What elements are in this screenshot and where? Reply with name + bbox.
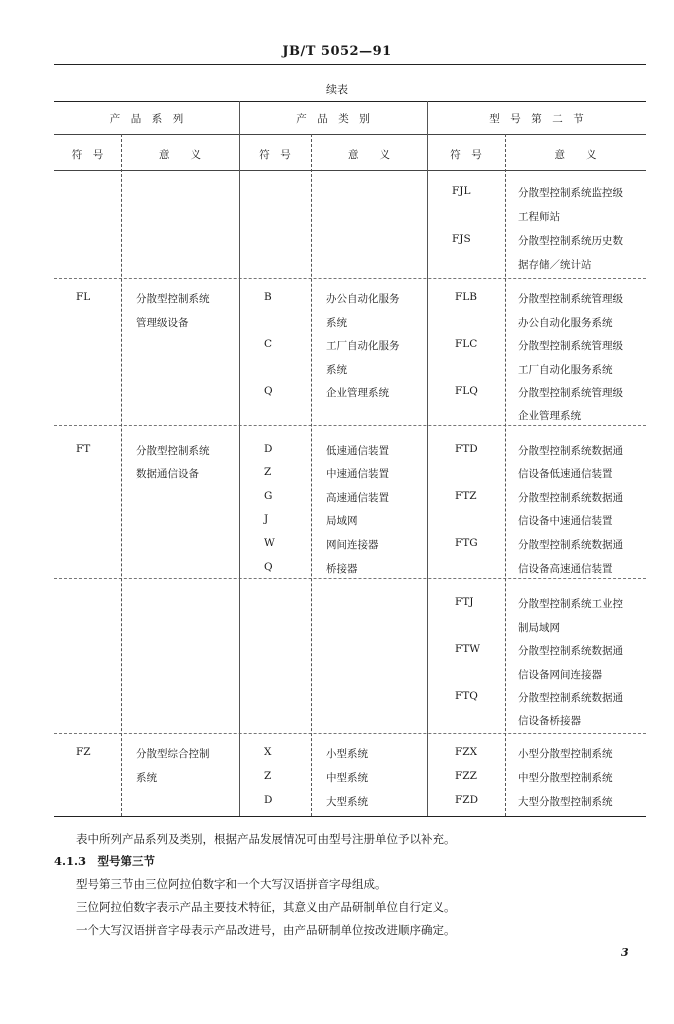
- type-code: FTD: [455, 443, 478, 455]
- category-meaning: 中速通信装置: [326, 468, 389, 480]
- type-meaning: 分散型控制系统数据通: [518, 492, 623, 504]
- category-code: Z: [264, 466, 272, 478]
- type-code: FZD: [455, 794, 478, 806]
- row-divider: [54, 733, 646, 734]
- series-code: FZ: [76, 746, 91, 758]
- category-code: B: [264, 291, 272, 303]
- col-header-code: 符 号: [259, 149, 291, 161]
- category-code: G: [264, 490, 273, 502]
- category-meaning: 系统: [326, 317, 347, 329]
- header-rule: [54, 64, 646, 65]
- category-meaning: 大型系统: [326, 796, 368, 808]
- table-caption: 续表: [326, 83, 348, 96]
- type-meaning: 分散型控制系统数据通: [518, 445, 623, 457]
- type-meaning: 小型分散型控制系统: [518, 748, 613, 760]
- category-code: D: [264, 443, 273, 455]
- type-meaning: 中型分散型控制系统: [518, 772, 613, 784]
- page-number: 3: [621, 946, 629, 959]
- type-code: FTQ: [455, 690, 478, 702]
- type-meaning: 信设备桥接器: [518, 715, 581, 727]
- category-meaning: 网间连接器: [326, 539, 379, 551]
- series-meaning: 数据通信设备: [136, 468, 199, 480]
- column-divider: [505, 134, 506, 816]
- category-meaning: 工厂自动化服务: [326, 340, 400, 352]
- type-meaning: 工程师站: [518, 211, 560, 223]
- header-divider: [54, 134, 646, 135]
- type-meaning: 分散型控制系统管理级: [518, 340, 623, 352]
- category-meaning: 办公自动化服务: [326, 293, 400, 305]
- col-header-meaning: 意 义: [159, 149, 201, 161]
- type-meaning: 信设备网间连接器: [518, 669, 602, 681]
- type-meaning: 分散型控制系统历史数: [518, 235, 623, 247]
- type-meaning: 分散型控制系统数据通: [518, 645, 623, 657]
- category-code: X: [264, 746, 272, 758]
- type-meaning: 信设备高速通信装置: [518, 563, 613, 575]
- category-code: Q: [264, 561, 273, 573]
- category-meaning: 低速通信装置: [326, 445, 389, 457]
- type-code: FLQ: [455, 385, 478, 397]
- series-meaning: 管理级设备: [136, 317, 189, 329]
- series-meaning: 分散型综合控制: [136, 748, 210, 760]
- type-code: FLC: [455, 338, 478, 350]
- category-meaning: 企业管理系统: [326, 387, 389, 399]
- category-code: C: [264, 338, 273, 350]
- type-meaning: 信设备中速通信装置: [518, 515, 613, 527]
- type-meaning: 企业管理系统: [518, 410, 581, 422]
- group-header-category: 产 品 类 别: [296, 113, 370, 125]
- category-meaning: 中型系统: [326, 772, 368, 784]
- type-meaning: 制局域网: [518, 622, 560, 634]
- type-meaning: 分散型控制系统数据通: [518, 539, 623, 551]
- table-bottom-rule: [54, 816, 646, 817]
- series-meaning: 系统: [136, 772, 157, 784]
- type-code: FTW: [455, 643, 481, 655]
- type-meaning: 大型分散型控制系统: [518, 796, 613, 808]
- table-note: 表中所列产品系列及类别，根据产品发展情况可由型号注册单位予以补充。: [76, 832, 456, 846]
- type-code: FZZ: [455, 770, 477, 782]
- category-meaning: 桥接器: [326, 563, 358, 575]
- type-meaning: 信设备低速通信装置: [518, 468, 613, 480]
- series-meaning: 分散型控制系统: [136, 445, 210, 457]
- type-code: FJS: [452, 233, 471, 245]
- category-code: Q: [264, 385, 273, 397]
- paragraph: 一个大写汉语拼音字母表示产品改进号，由产品研制单位按改进顺序确定。: [76, 923, 456, 937]
- category-code: D: [264, 794, 273, 806]
- type-meaning: 据存储／统计站: [518, 259, 592, 271]
- type-meaning: 办公自动化服务系统: [518, 317, 613, 329]
- type-meaning: 工厂自动化服务系统: [518, 364, 613, 376]
- type-meaning: 分散型控制系统监控级: [518, 187, 623, 199]
- series-meaning: 分散型控制系统: [136, 293, 210, 305]
- type-meaning: 分散型控制系统数据通: [518, 692, 623, 704]
- col-header-meaning: 意 义: [348, 149, 390, 161]
- row-divider: [54, 278, 646, 279]
- category-code: Z: [264, 770, 272, 782]
- col-header-code: 符 号: [71, 149, 104, 161]
- type-code: FLB: [455, 291, 477, 303]
- col-header-code: 符 号: [450, 149, 482, 161]
- column-divider: [239, 101, 240, 816]
- type-meaning: 分散型控制系统工业控: [518, 598, 623, 610]
- table-top-rule: [54, 101, 646, 102]
- paragraph: 型号第三节由三位阿拉伯数字和一个大写汉语拼音字母组成。: [76, 877, 387, 891]
- row-divider: [54, 578, 646, 579]
- paragraph: 三位阿拉伯数字表示产品主要技术特征，其意义由产品研制单位自行定义。: [76, 900, 456, 914]
- type-code: FJL: [452, 185, 471, 197]
- series-code: FT: [76, 443, 91, 455]
- column-divider: [427, 101, 428, 816]
- type-code: FTZ: [455, 490, 477, 502]
- column-header-divider: [54, 170, 646, 171]
- type-code: FZX: [455, 746, 478, 758]
- series-code: FL: [76, 291, 91, 303]
- section-heading: 4.1.3 型号第三节: [54, 854, 156, 868]
- category-meaning: 高速通信装置: [326, 492, 389, 504]
- type-meaning: 分散型控制系统管理级: [518, 387, 623, 399]
- type-meaning: 分散型控制系统管理级: [518, 293, 623, 305]
- column-divider: [121, 134, 122, 816]
- category-code: W: [264, 537, 275, 549]
- group-header-second-section: 型 号 第 二 节: [489, 113, 584, 125]
- group-header-series: 产 品 系 列: [109, 113, 184, 125]
- category-code: J: [264, 513, 269, 525]
- document-header: JB/T 5052—91: [282, 44, 392, 59]
- type-code: FTJ: [455, 596, 474, 608]
- row-divider: [54, 425, 646, 426]
- category-meaning: 系统: [326, 364, 347, 376]
- category-meaning: 局域网: [326, 515, 358, 527]
- column-divider: [311, 134, 312, 816]
- category-meaning: 小型系统: [326, 748, 368, 760]
- type-code: FTG: [455, 537, 478, 549]
- col-header-meaning: 意 义: [554, 149, 597, 161]
